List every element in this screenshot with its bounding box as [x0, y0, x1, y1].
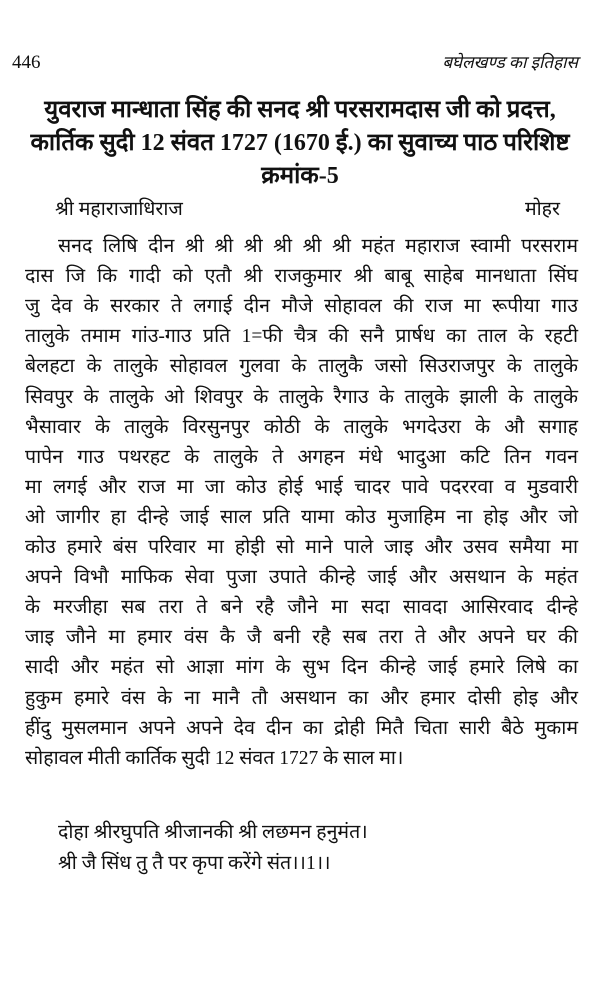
doha-line-2: श्री जै सिंध तु तै पर कृपा करेंगे संत।।1।। [58, 853, 331, 874]
body-line: भैसावार के तालुके विरसुनपुर कोठी के तालुके भगदेउरा के औ सगाह [25, 416, 578, 438]
body-line: अपने विभौ माफिक सेवा पुजा उपाते कीन्हे जाई और असथान के महंत [25, 567, 578, 589]
body-line: हुकुम हमारे वंस के ना मानै तौ असथान का और हमार दोसी होइ और [25, 687, 578, 709]
body-line: तालुके तमाम गांउ-गाउ प्रति 1=फी चैत्र की सनै प्रार्षध का ताल के रहटी [25, 326, 578, 348]
body-line: पापेन गाउ पथरहट के तालुके ते अगहन मंधे भादुआ कटि तिन गवन [25, 446, 578, 468]
document-title-line-1: युवराज मान्धाता सिंह की सनद श्री परसरामदास जी को प्रदत्त, [44, 97, 556, 123]
body-line: सिवपुर के तालुके ओ शिवपुर के तालुके रैगाउ के तालुके झाली के तालुके [25, 386, 578, 408]
body-line: सादी और महंत सो आज्ञा मांग के सुभ दिन कीन्हे जाई हमारे लिषे का [25, 657, 578, 679]
running-head: बघेलखण्ड का इतिहास [442, 53, 578, 72]
body-line: कोउ हमारे बंस परिवार मा होइी सो माने पाले जाइ और उसव समैया मा [25, 537, 578, 558]
body-line: सोहावल मीती कार्तिक सुदी 12 संवत 1727 के साल मा। [25, 747, 404, 769]
document-title-line-2: कार्तिक सुदी 12 संवत 1727 (1670 ई.) का सुवाच्य पाठ परिशिष्ट [30, 130, 570, 156]
body-line: जाइ जौने मा हमार वंस कै जै बनी रहै सब तरा ते और अपने घर की [25, 627, 578, 649]
body-line: बेलहटा के तालुके सोहावल गुलवा के तालुकै जसो सिउराजपुर के तालुके [25, 356, 578, 378]
salutation-left: श्री महाराजाधिराज [55, 199, 183, 220]
body-line: हींदु मुसलमान अपने अपने देव दीन का द्रोही मितै चिता सारी बैठे मुकाम [25, 717, 578, 739]
body-line: दास जि कि गादी को एतौ श्री राजकुमार श्री बाबू साहेब मानधाता सिंघ [25, 266, 578, 288]
page-number: 446 [12, 52, 41, 73]
body-line: के मरजीहा सब तरा ते बने रहै जौने मा सदा सावदा आसिरवाद दीन्हे [25, 597, 578, 619]
body-line: सनद लिषि दीन श्री श्री श्री श्री श्री श्री महंत महाराज स्वामी परसराम [58, 236, 578, 257]
body-line: जु देव के सरकार ते लगाई दीन मौजे सोहावल की राज मा रूपीया गाउ [25, 296, 578, 318]
doha-line-1: दोहा श्रीरघुपति श्रीजानकी श्री लछमन हनुमंत। [58, 822, 368, 843]
body-line: मा लगई और राज मा जा कोउ होई भाई चादर पावे पदररवा व मुडवारी [25, 476, 578, 498]
document-title-line-3: क्रमांक-5 [261, 163, 339, 189]
body-line: ओ जागीर हा दीन्हे जाई साल प्रति यामा कोउ मुजाहिम ना होइ और जो [25, 506, 578, 528]
seal-label: मोहर [524, 199, 560, 220]
